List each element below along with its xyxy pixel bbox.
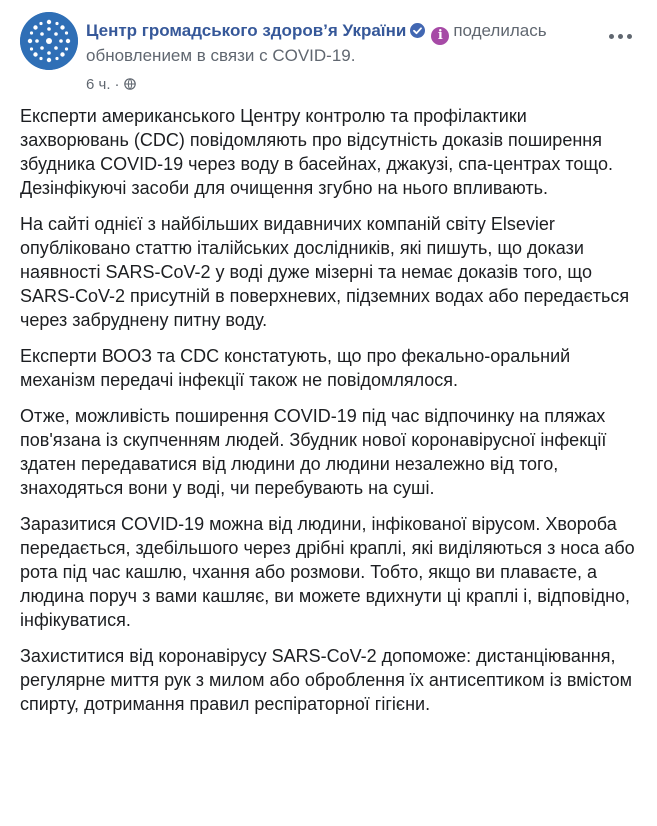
meta-separator: · <box>114 76 120 93</box>
post-body <box>20 104 640 728</box>
more-dots-icon <box>627 34 632 39</box>
post-action-text: поделилась обновлением в связи с COVID-19. <box>86 21 547 65</box>
post-paragraph: На сайті однієї з найбільших видавничих компаній світу Elsevier опубліковано статтю італійських дослідників, які пишуть, що докази наявності SARS-CoV-2 у воді дуже мізерні та немає доказів того, що SARS-CoV-2 присутній в поверхневих, підземних водах або передається через забруднену питну воду. <box>20 214 630 330</box>
globe-icon[interactable] <box>124 77 136 89</box>
more-dots-icon <box>618 34 623 39</box>
ukraine-public-health-logo <box>20 12 78 70</box>
verified-badge-icon <box>410 23 425 38</box>
post-header-text <box>86 20 616 67</box>
post-header <box>20 12 640 92</box>
page-avatar[interactable] <box>20 12 78 70</box>
more-dots-icon <box>609 34 614 39</box>
info-badge-icon[interactable]: i <box>431 27 449 45</box>
post-paragraph: Захиститися від коронавірусу SARS-CoV-2 допоможе: дистанціювання, регулярне миття рук з милом або оброблення їх антисептиком із вмістом спирту, дотримання правил респіраторної гігієни. <box>20 646 633 714</box>
page-name-link[interactable]: Центр громадського здоров’я України <box>86 21 407 40</box>
post-paragraph: Експерти американського Центру контролю та профілактики захворювань (CDC) повідомляють про відсутність доказів поширення збудника COVID-19 через воду в басейнах, джакузі, спа-центрах тощо. Дезінфікуючі засоби для очищення згубно на нього впливають. <box>20 106 614 198</box>
post-meta <box>86 76 136 93</box>
post-paragraph: Отже, можливість поширення COVID-19 під час відпочинку на пляжах пов'язана із скупченням людей. Збудник нової коронавірусної інфекції здатен передаватися від людини до людини незалежно від того, знаходяться вони у воді, чи перебувають на суші. <box>20 406 607 498</box>
more-options-button[interactable] <box>606 26 636 46</box>
post-paragraph: Заразитися COVID-19 можна від людини, інфікованої вірусом. Хвороба передається, здебільшого через дрібні краплі, які виділяються з носа або рота під час кашлю, чхання або розмови. Тобто, якщо ви плаваєте, а людина поруч з вами кашляє, ви можете вдихнути ці краплі і, відповідно, інфікуватися. <box>20 514 635 630</box>
post-paragraph: Експерти ВООЗ та CDC констатують, що про фекально-оральний механізм передачі інфекції також не повідомлялося. <box>20 346 571 390</box>
post-timestamp[interactable]: 6 ч. <box>86 76 111 93</box>
